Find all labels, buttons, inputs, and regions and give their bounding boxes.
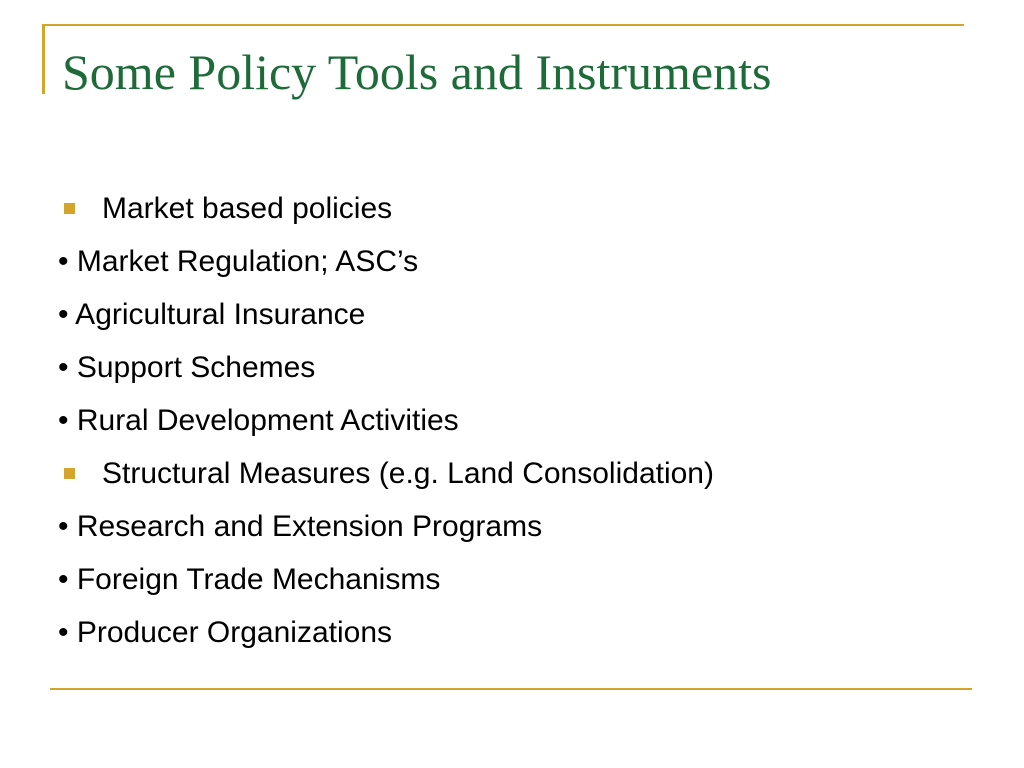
title-frame-left-rule (42, 24, 45, 94)
square-bullet-icon (64, 203, 75, 214)
list-item-text: • Foreign Trade Mechanisms (58, 563, 441, 596)
list-item (58, 553, 958, 606)
list-item (58, 341, 958, 394)
list-item (58, 288, 958, 341)
list-item-text: • Agricultural Insurance (58, 298, 366, 331)
list-item-text: • Support Schemes (58, 351, 316, 384)
list-item-text: • Market Regulation; ASC’s (58, 245, 419, 278)
list-item (58, 394, 958, 447)
list-item-text: • Producer Organizations (58, 616, 392, 649)
bottom-divider (50, 688, 972, 690)
list-item (58, 235, 958, 288)
list-item (58, 606, 958, 659)
bullet-list (58, 182, 958, 659)
list-item (58, 447, 958, 500)
square-bullet-icon (64, 468, 75, 479)
list-item-text: Market based policies (102, 192, 393, 225)
title-frame-top-rule (42, 24, 964, 26)
list-item-text: • Research and Extension Programs (58, 510, 543, 543)
list-item-text: Structural Measures (e.g. Land Consolidation) (102, 457, 714, 490)
list-item (58, 182, 958, 235)
slide-title: Some Policy Tools and Instruments (62, 44, 772, 100)
list-item (58, 500, 958, 553)
list-item-text: • Rural Development Activities (58, 404, 459, 437)
